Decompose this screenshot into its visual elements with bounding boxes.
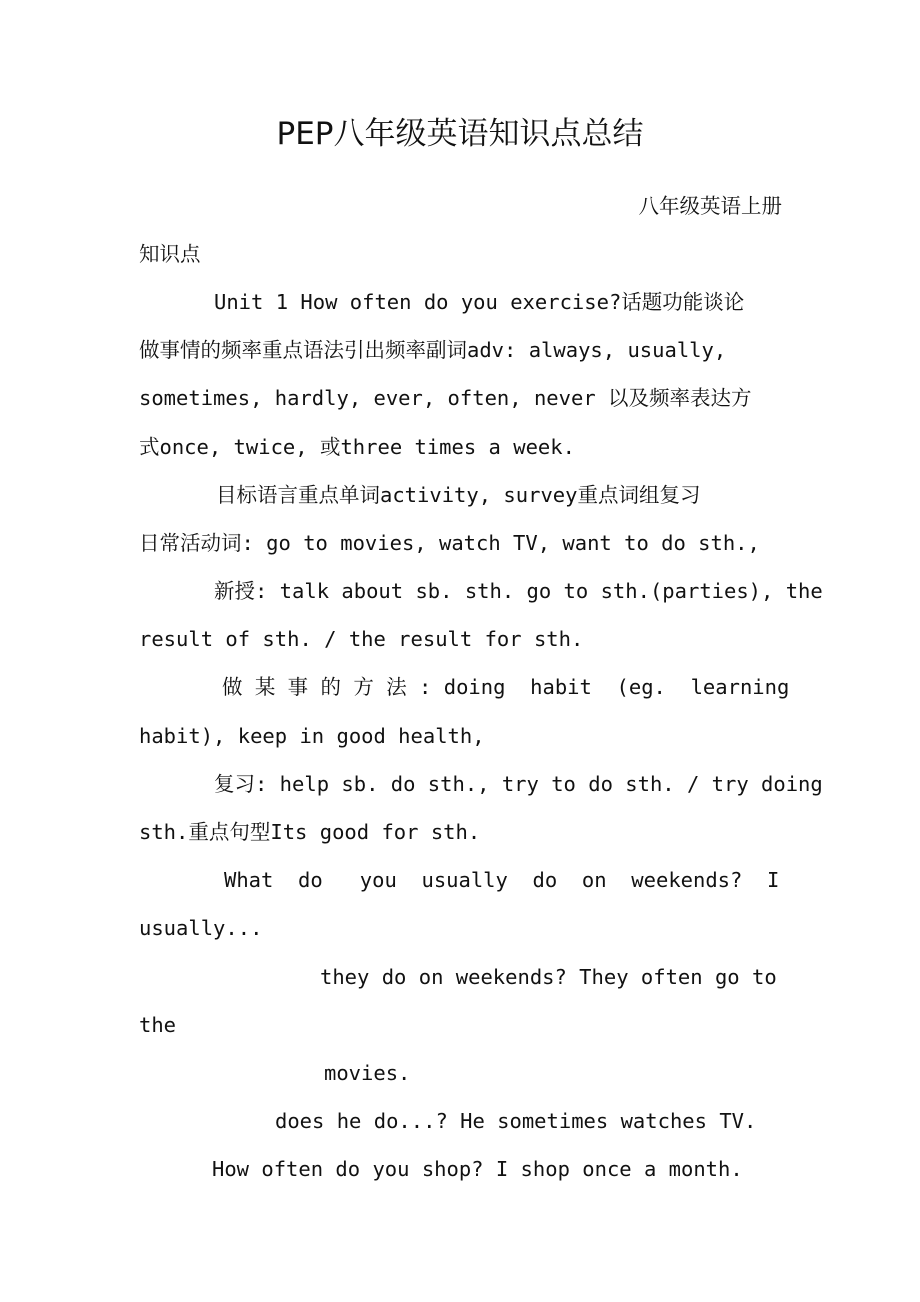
text-line: How often do you shop? I shop once a month. — [212, 1157, 743, 1181]
text-line: sth.重点句型Its good for sth. — [139, 820, 481, 844]
text-line: 做事情的频率重点语法引出频率副词adv: always, usually, — [139, 338, 727, 362]
text-line: they do on weekends? They often go to — [320, 965, 777, 989]
text-line: does he do...? He sometimes watches TV. — [275, 1109, 757, 1133]
text-line: 日常活动词: go to movies, watch TV, want to do sth., — [139, 531, 760, 555]
document-subtitle: 八年级英语上册 — [638, 194, 782, 218]
text-line: sometimes, hardly, ever, often, never 以及频率表达方 — [139, 386, 752, 410]
text-line: 做 某 事 的 方 法 : doing habit (eg. learning — [222, 675, 790, 699]
document-title: PEP八年级英语知识点总结 — [276, 116, 644, 152]
text-line: 复习: help sb. do sth., try to do sth. / try doing — [214, 772, 823, 796]
text-line: Unit 1 How often do you exercise?话题功能谈论 — [214, 290, 745, 314]
text-line: 知识点 — [139, 242, 201, 266]
text-line: 目标语言重点单词activity, survey重点词组复习 — [216, 483, 701, 507]
text-line: 式once, twice, 或three times a week. — [139, 435, 575, 459]
text-line: habit), keep in good health, — [139, 724, 485, 748]
text-line: movies. — [324, 1061, 411, 1085]
text-line: result of sth. / the result for sth. — [139, 627, 584, 651]
text-line: the — [139, 1013, 177, 1037]
text-line: What do you usually do on weekends? I — [224, 868, 780, 892]
text-line: 新授: talk about sb. sth. go to sth.(parties), the — [214, 579, 823, 603]
text-line: usually... — [139, 916, 263, 940]
